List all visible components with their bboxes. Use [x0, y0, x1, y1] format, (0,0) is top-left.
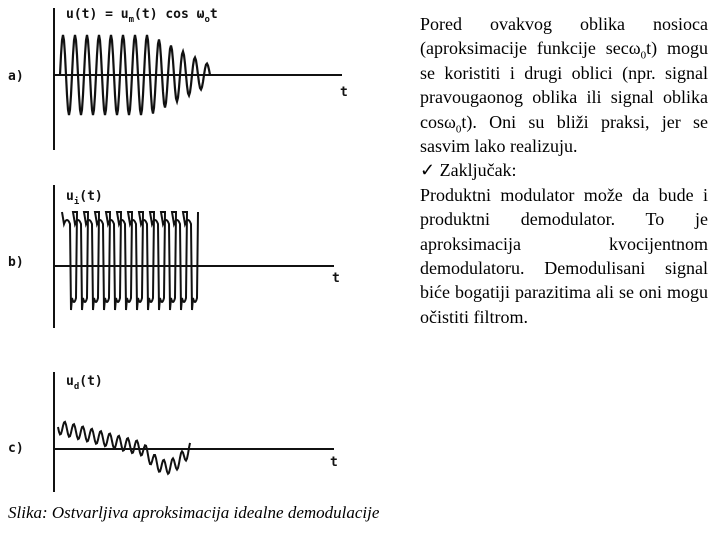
paragraph-2: Produktni modulator može da bude i produktni demodulator. To je aproksimacija kvocijentnom demodulatoru. Demodulisani signal biće bogatiji parazitima ali se oni mogu očistiti filtrom.	[420, 184, 708, 327]
label-c: c)	[8, 441, 24, 456]
figure-caption: Slika: Ostvarljiva aproksimacija idealne demodulacije	[8, 503, 380, 522]
paragraph-1: Pored ovakvog oblika nosioca (aproksimacije funkcije secω$_0$t) mogu se koristiti i drugi oblici (npr. signal pravougaonog oblika ili signal oblika cosω$_0$t). Oni su bliži praksi, jer se sasvim lako realizuju.	[420, 14, 709, 157]
axis-t-c: t	[330, 455, 338, 470]
label-a: a)	[8, 69, 24, 84]
body-text	[420, 12, 708, 329]
title-a: $u(t) = u_m(t)$ $\cos \omega_ot$	[66, 7, 218, 25]
waveform-b	[62, 212, 198, 310]
conclusion-heading: ✓ Zaključak:	[420, 160, 517, 181]
label-b: b)	[8, 255, 24, 270]
axis-t-a: t	[340, 85, 348, 100]
axis-t-b: t	[332, 271, 340, 286]
waveform-c	[58, 422, 190, 474]
ylabel-c: $u_d(t)$	[66, 374, 103, 392]
checkmark-icon: ✓	[420, 160, 436, 181]
ylabel-b: $u_i(t)$	[66, 189, 103, 207]
